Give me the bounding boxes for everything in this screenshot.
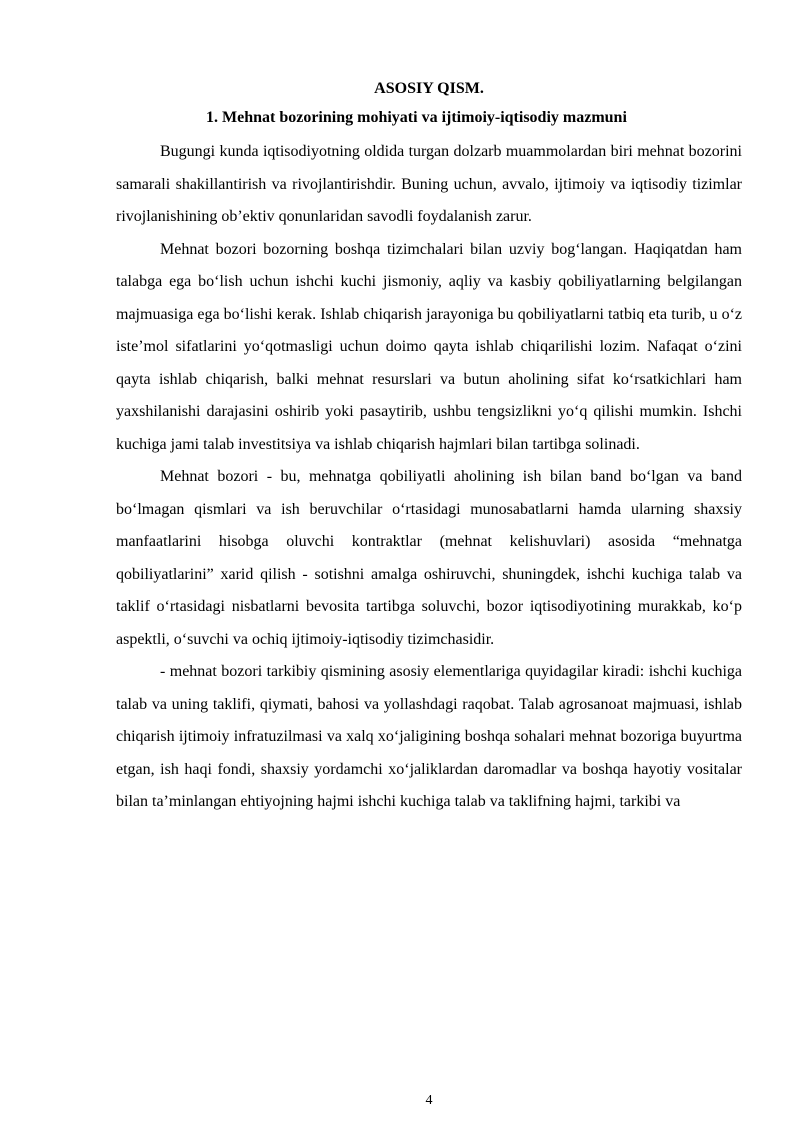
paragraph-2: Mehnat bozori bozorning boshqa tizimchalari bilan uzviy bog‘langan. Haqiqatdan ham talabga ega bo‘lish uchun ishchi kuchi jismoniy, aqliy va kasbiy qobiliyatlarning belgilangan majmuasiga ega bo‘lishi kerak. Ishlab chiqarish jarayoniga bu qobiliyatlarni tatbiq eta turib, u o‘z iste’mol sifatlarini yo‘qotmasligi uchun doimo qayta ishlab chiqarilishi lozim. Nafaqat o‘zini qayta ishlab chiqarish, balki mehnat resurslari va butun aholining sifat ko‘rsatkichlari ham yaxshilanishi darajasini oshirib yoki pasaytirib, ushbu tengsizlikni yo‘q qilishi mumkin. Ishchi kuchiga jami talab investitsiya va ishlab chiqarish hajmlari bilan tartibga solinadi. (116, 240, 742, 453)
main-title: ASOSIY QISM. (374, 80, 484, 97)
paragraph-3: Mehnat bozori - bu, mehnatga qobiliyatli aholining ish bilan band bo‘lgan va band bo‘lmagan qismlari va ish beruvchilar o‘rtasidagi munosabatlarni hamda ularning shaxsiy manfaatlarini hisobga oluvchi kontraktlar (mehnat kelishuvlari) asosida “mehnatga qobiliyatlarini” xarid qilish - sotishni amalga oshiruvchi, shuningdek, ishchi kuchiga talab va taklif o‘rtasidagi nisbatlarni bevosita tartibga soluvchi, bozor iqtisodiyotining murakkab, ko‘p aspektli, o‘suvchi va ochiq ijtimoiy-iqtisodiy tizimchasidir. (116, 468, 742, 648)
paragraph-4: - mehnat bozori tarkibiy qismining asosiy elementlariga quyidagilar kiradi: ishchi kuchiga talab va uning taklifi, qiymati, bahosi va yollashdagi raqobat. Talab agrosanoat majmuasi, ishlab chiqarish ijtimoiy infratuzilmasi va xalq xo‘jaligining boshqa sohalari mehnat bozoriga buyurtma etgan, ish haqi fondi, shaxsiy yordamchi xo‘jaliklardan daromadlar va boshqa hayotiy vositalar bilan ta’minlangan ehtiyojning hajmi ishchi kuchiga talab va taklifning hajmi, tarkibi va (116, 663, 742, 810)
paragraph-1: Bugungi kunda iqtisodiyotning oldida turgan dolzarb muammolardan biri mehnat bozorini samarali shakillantirish va rivojlantirishdir. Buning uchun, avvalo, ijtimoiy va iqtisodiy tizimlar rivojlanishining ob’ektiv qonunlaridan savodli foydalanish zarur. (116, 143, 742, 225)
page-number: 4 (425, 1093, 433, 1108)
page-content (116, 79, 742, 819)
section-title: 1. Mehnat bozorining mohiyati va ijtimoiy-iqtisodiy mazmuni (206, 109, 627, 126)
